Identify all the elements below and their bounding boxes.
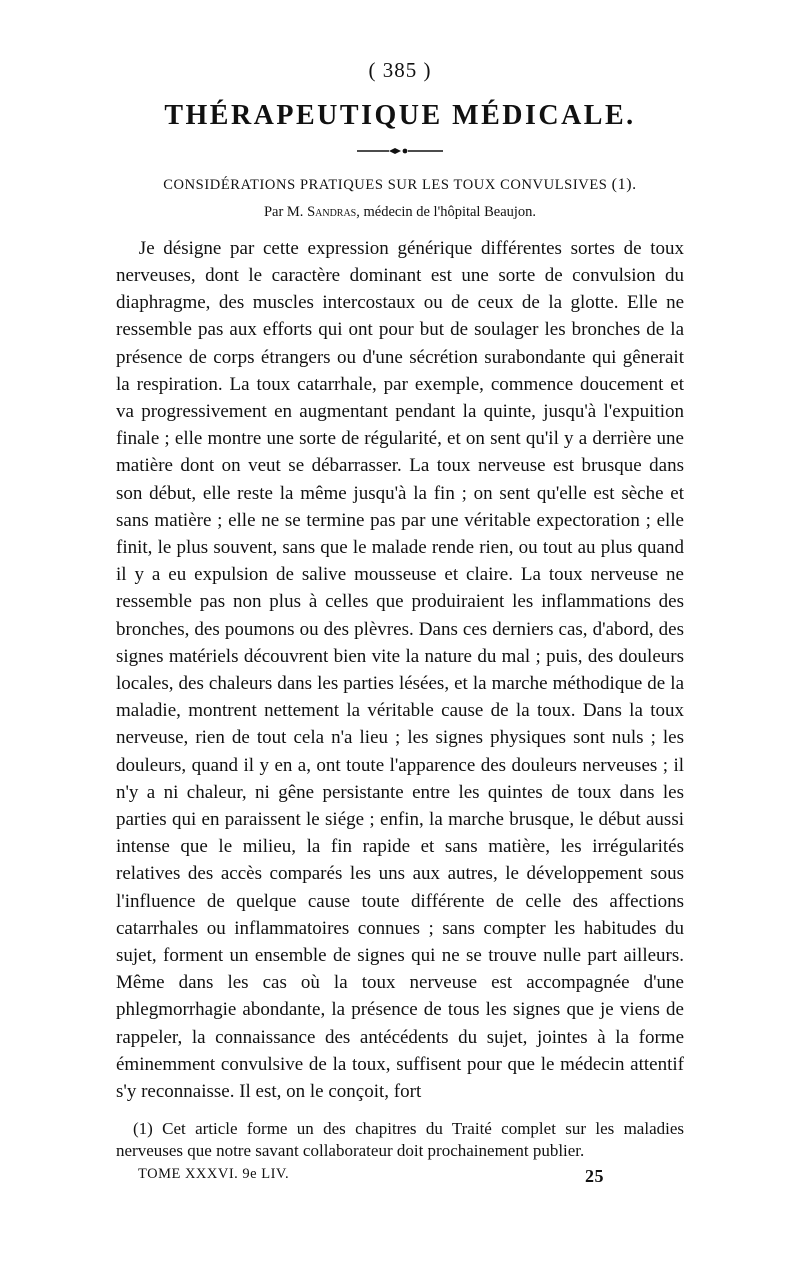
section-title: THÉRAPEUTIQUE MÉDICALE. (164, 100, 636, 131)
volume-label: TOME XXXVI. 9e LIV. (138, 1166, 290, 1183)
printer-signature (116, 1166, 684, 1187)
sheet-number: 25 (585, 1166, 604, 1187)
ornament-divider-icon (355, 146, 445, 156)
footnote: (1) Cet article forme un des chapitres du Traité complet sur les maladies nerveuses que notre savant collaborateur doit prochainement publier. (116, 1119, 684, 1161)
article-subtitle (116, 176, 684, 194)
author-prefix: Par M. (263, 203, 304, 220)
document-page (116, 58, 684, 1187)
author-line (116, 204, 684, 221)
author-name: Sandras (307, 203, 357, 220)
article-subtitle-text: CONSIDÉRATIONS PRATIQUES SUR LES TOUX CONVULSIVES (163, 176, 608, 193)
page-number: ( 385 ) (368, 58, 432, 82)
body-paragraph: Je désigne par cette expression générique différentes sortes de toux nerveuses, dont le caractère dominant est une sorte de convulsion du diaphragme, des muscles intercostaux ou de ceux de la glotte. Elle ne ressemble pas aux efforts qui ont pour but de soulager les bronches de la présence de corps étrangers ou d'une sécrétion surabondante qui gênerait la respiration. La toux catarrhale, par exemple, commence doucement et va progressivement en augmentant pendant la quinte, jusqu'à l'expuition finale ; elle montre une sorte de régularité, et on sent qu'il y a derrière une matière dont on veut se débarrasser. La toux nerveuse est brusque dans son début, elle reste la même jusqu'à la fin ; on sent qu'elle est sèche et sans matière ; elle ne se termine pas par une véritable expectoration ; elle finit, le plus souvent, sans que le malade rende rien, ou tout au plus quand il y a eu expulsion de salive mousseuse et claire. La toux nerveuse ne ressemble pas non plus à celles que produiraient les inflammations des bronches, des poumons ou des plèvres. Dans ces derniers cas, d'abord, des signes matériels découvrent bien vite la nature du mal ; puis, des douleurs locales, des chaleurs dans les parties lésées, et la marche méthodique de la maladie, montrent nettement la véritable cause de la toux. Dans la toux nerveuse, rien de tout cela n'a lieu ; les signes physiques sont nuls ; les douleurs, quand il y en a, ont toute l'apparence des douleurs nerveuses ; il n'y a ni chaleur, ni gêne persistante entre les quintes de toux dans les parties qui en paraissent le siége ; enfin, la marche brusque, le début aussi intense que le milieu, la fin rapide et sans matière, les irrégularités relatives des accès comparés les uns aux autres, le développement sous l'influence de quelque cause toute différente de celle des affections catarrhales ou inflammatoires connues ; sans compter les habitudes du sujet, forment un ensemble de signes qui ne se trouve nulle part ailleurs. Même dans les cas où la toux nerveuse est accompagnée d'une phlegmorrhagie abondante, la présence de tous les signes que je viens de rappeler, la connaissance des antécédents du sujet, jointes à la forme éminemment convulsive de la toux, suffisent pour que le médecin attentif s'y reconnaisse. Il est, on le conçoit, fort (116, 237, 684, 1103)
footnote-reference: (1). (611, 175, 637, 193)
author-affiliation: , médecin de l'hôpital Beaujon. (356, 203, 537, 220)
